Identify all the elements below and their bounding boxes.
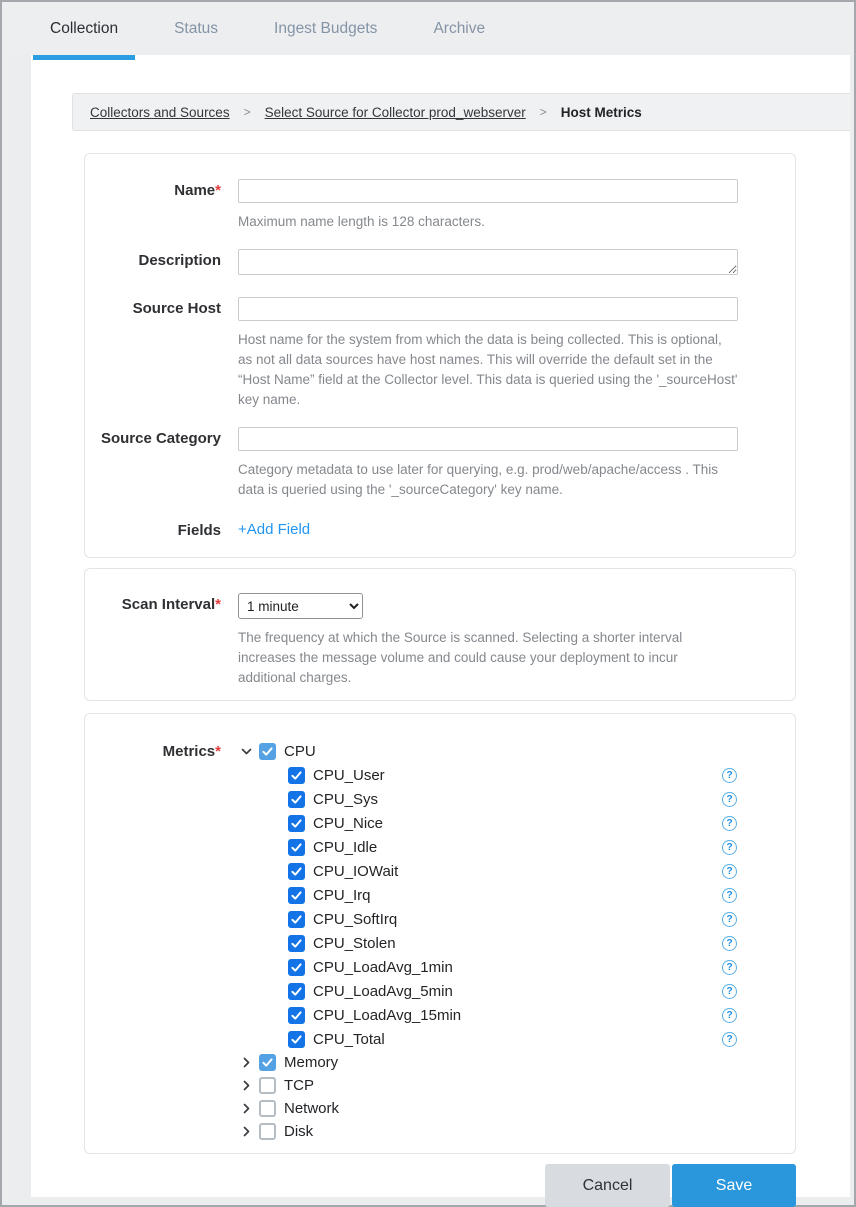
metric-label: CPU_LoadAvg_1min <box>313 958 453 976</box>
help-icon[interactable]: ? <box>722 768 737 783</box>
metric-row-cpu-idle <box>238 835 738 859</box>
help-icon[interactable]: ? <box>722 960 737 975</box>
checkbox-cpu-loadavg-1min[interactable] <box>288 959 305 976</box>
description-row <box>85 249 795 280</box>
metric-row-cpu-iowait <box>238 859 738 883</box>
checkbox-cpu-irq[interactable] <box>288 887 305 904</box>
metric-label: CPU_Total <box>313 1030 385 1048</box>
tab-bar <box>2 2 854 55</box>
metric-row-cpu-sys <box>238 787 738 811</box>
metric-row-cpu-irq <box>238 883 738 907</box>
metric-group-row-memory <box>238 1051 738 1074</box>
metric-group-row-disk <box>238 1120 738 1143</box>
tab-collection[interactable]: Collection <box>35 2 133 55</box>
help-icon[interactable]: ? <box>722 840 737 855</box>
scan-interval-select[interactable] <box>238 593 363 619</box>
breadcrumb-item-host-metrics: Host Metrics <box>560 104 642 120</box>
chevron-right-icon[interactable] <box>238 1124 254 1140</box>
metric-label: CPU_LoadAvg_5min <box>313 982 453 1000</box>
metric-group-label: TCP <box>284 1077 314 1094</box>
metric-row-cpu-softirq <box>238 907 738 931</box>
metric-row-cpu-nice <box>238 811 738 835</box>
help-icon[interactable]: ? <box>722 888 737 903</box>
checkbox-disk[interactable] <box>259 1123 276 1140</box>
breadcrumb-item-collectors-and-sources[interactable]: Collectors and Sources <box>90 104 230 120</box>
help-icon[interactable]: ? <box>722 1032 737 1047</box>
fields-label: Fields <box>177 522 221 539</box>
source-host-help-text: Host name for the system from which the data is being collected. This is optional, as not all data sources have host names. This will override the default set in the “Host Name” field at the Collector level. This data is queried using the '_sourceHost' key name. <box>238 332 738 407</box>
checkbox-cpu-softirq[interactable] <box>288 911 305 928</box>
checkbox-cpu-total[interactable] <box>288 1031 305 1048</box>
metric-row-cpu-loadavg-5min <box>238 979 738 1003</box>
metric-row-cpu-stolen <box>238 931 738 955</box>
name-label <box>85 179 238 232</box>
name-label-text: Name <box>174 182 216 199</box>
metrics-card <box>84 713 796 1154</box>
breadcrumb <box>72 93 850 131</box>
metric-row-cpu-loadavg-15min <box>238 1003 738 1027</box>
metric-label: CPU_Sys <box>313 790 379 808</box>
required-asterisk: * <box>215 596 221 613</box>
tab-ingest-budgets[interactable]: Ingest Budgets <box>274 20 378 37</box>
metric-group-label: CPU <box>284 743 316 760</box>
chevron-right-icon[interactable] <box>238 1101 254 1117</box>
breadcrumb-separator: > <box>539 105 547 119</box>
metric-group-label: Disk <box>284 1123 314 1140</box>
fields-row <box>85 519 795 539</box>
checkbox-cpu-iowait[interactable] <box>288 863 305 880</box>
checkbox-cpu-idle[interactable] <box>288 839 305 856</box>
chevron-right-icon[interactable] <box>238 1055 254 1071</box>
metric-label: CPU_IOWait <box>313 862 399 880</box>
required-asterisk: * <box>215 743 221 760</box>
source-host-input[interactable] <box>238 297 738 321</box>
checkbox-cpu-sys[interactable] <box>288 791 305 808</box>
checkbox-cpu[interactable] <box>259 743 276 760</box>
checkbox-cpu-loadavg-5min[interactable] <box>288 983 305 1000</box>
metric-row-cpu-loadavg-1min <box>238 955 738 979</box>
metric-label: CPU_Nice <box>313 814 384 832</box>
metric-label: CPU_LoadAvg_15min <box>313 1006 462 1024</box>
source-metadata-card <box>84 153 796 558</box>
breadcrumb-item-select-source-for-collector-prod-webserver[interactable]: Select Source for Collector prod_webserver <box>264 104 526 120</box>
source-category-row <box>85 427 795 500</box>
help-icon[interactable]: ? <box>722 792 737 807</box>
breadcrumb-separator: > <box>243 105 251 119</box>
action-button-row <box>84 1164 796 1207</box>
checkbox-cpu-loadavg-15min[interactable] <box>288 1007 305 1024</box>
checkbox-network[interactable] <box>259 1100 276 1117</box>
help-icon[interactable]: ? <box>722 912 737 927</box>
metrics-label <box>85 740 238 1143</box>
help-icon[interactable]: ? <box>722 936 737 951</box>
metric-group-row-network <box>238 1097 738 1120</box>
metric-label: CPU_Stolen <box>313 934 396 952</box>
scan-interval-label <box>85 593 238 688</box>
tab-status[interactable]: Status <box>174 20 219 37</box>
save-button[interactable]: Save <box>672 1164 796 1207</box>
source-host-row <box>85 297 795 410</box>
scan-interval-label-text: Scan Interval <box>121 596 216 613</box>
metric-label: CPU_Idle <box>313 838 378 856</box>
checkbox-memory[interactable] <box>259 1054 276 1071</box>
metrics-label-text: Metrics <box>162 743 216 760</box>
metric-row-cpu-total <box>238 1027 738 1051</box>
checkbox-cpu-user[interactable] <box>288 767 305 784</box>
name-row <box>85 179 795 232</box>
scan-interval-help-text: The frequency at which the Source is scanned. Selecting a shorter interval increases the message volume and could cause your deployment to incur additional charges. <box>238 630 683 685</box>
name-input[interactable] <box>238 179 738 203</box>
description-textarea[interactable] <box>238 249 738 275</box>
metric-group-row-tcp <box>238 1074 738 1097</box>
metric-label: CPU_SoftIrq <box>313 910 398 928</box>
metric-label: CPU_Irq <box>313 886 371 904</box>
help-icon[interactable]: ? <box>722 984 737 999</box>
cancel-button[interactable]: Cancel <box>545 1164 670 1207</box>
add-field-link[interactable]: +Add Field <box>238 521 311 538</box>
metrics-tree <box>238 740 738 1143</box>
metric-row-cpu-user <box>238 763 738 787</box>
content-panel <box>31 55 850 1197</box>
checkbox-cpu-stolen[interactable] <box>288 935 305 952</box>
metric-group-label: Memory <box>284 1054 339 1071</box>
chevron-right-icon[interactable] <box>238 1078 254 1094</box>
source-category-input[interactable] <box>238 427 738 451</box>
chevron-down-icon[interactable] <box>238 744 254 760</box>
source-category-label: Source Category <box>100 430 221 447</box>
help-icon[interactable]: ? <box>722 864 737 879</box>
metric-group-row-cpu <box>238 740 738 763</box>
help-icon[interactable]: ? <box>722 1008 737 1023</box>
description-label: Description <box>138 252 221 269</box>
name-help-text: Maximum name length is 128 characters. <box>238 214 485 229</box>
metric-label: CPU_User <box>313 766 385 784</box>
scan-interval-card <box>84 568 796 701</box>
required-asterisk: * <box>215 182 221 199</box>
scan-interval-row <box>85 593 795 688</box>
checkbox-cpu-nice[interactable] <box>288 815 305 832</box>
metrics-row <box>85 740 795 1143</box>
checkbox-tcp[interactable] <box>259 1077 276 1094</box>
metric-group-label: Network <box>284 1100 340 1117</box>
source-category-help-text: Category metadata to use later for querying, e.g. prod/web/apache/access . This data is queried using the '_sourceCategory' key name. <box>238 462 719 497</box>
source-host-label: Source Host <box>132 300 221 317</box>
tab-archive[interactable]: Archive <box>433 20 486 37</box>
help-icon[interactable]: ? <box>722 816 737 831</box>
